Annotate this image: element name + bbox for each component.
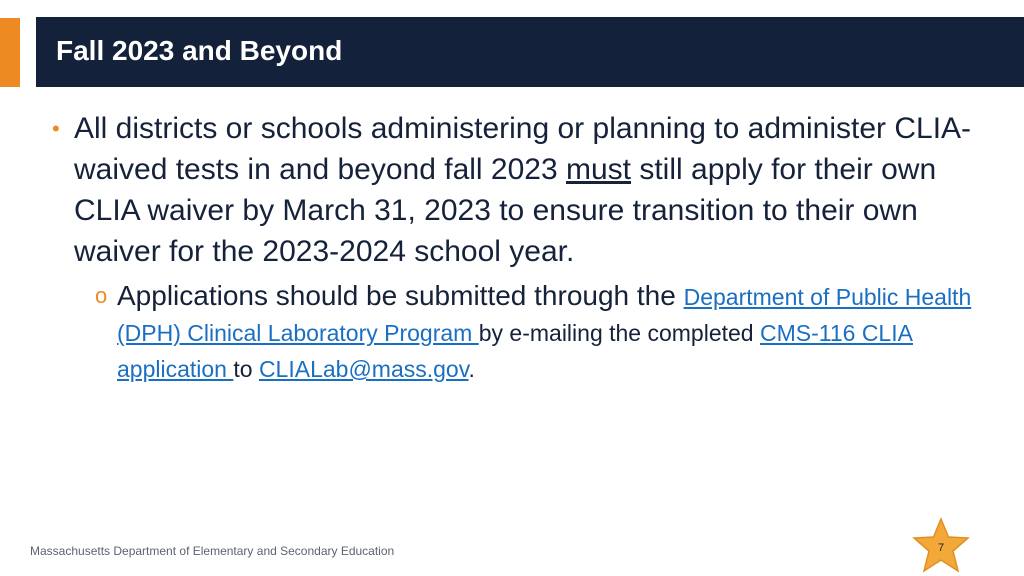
sub-bullet-lead: Applications should be submitted through the: [117, 280, 684, 311]
sub-bullet-middle-1: by e-mailing the completed: [478, 320, 760, 346]
sub-bullet-end: .: [468, 356, 475, 382]
sub-bullet-item: [95, 278, 972, 387]
bullet-text-end: still apply for their own CLIA waiver by March 31, 2023 to ensure transition to their own waiver for the 2023-2024 school year.: [74, 153, 937, 268]
sub-bullet-text: [117, 278, 972, 387]
page-number: 7: [937, 542, 945, 554]
dph-clinical-lab-link[interactable]: Department of Public Health (DPH) Clinical Laboratory Program: [117, 284, 972, 346]
bullet-text-start: All districts or schools administering or planning to administer CLIA-waived tests in and beyond fall 2023: [74, 112, 972, 186]
sub-bullet-middle-2: to: [233, 356, 259, 382]
cms-116-application-link[interactable]: CMS-116 CLIA application: [117, 320, 913, 382]
bullet-item: [52, 108, 972, 272]
slide-content: [52, 108, 972, 387]
bullet-dot-icon: •: [52, 116, 60, 141]
bullet-text: [74, 108, 972, 272]
slide-title: Fall 2023 and Beyond: [56, 35, 343, 66]
sub-bullet-marker: o: [95, 283, 108, 308]
title-bar: [36, 17, 1024, 87]
clialab-email-link[interactable]: CLIALab@mass.gov: [258, 356, 469, 382]
bullet-emphasis: must: [566, 153, 632, 186]
footer-organization: Massachusetts Department of Elementary and Secondary Education: [30, 544, 395, 558]
title-accent-bar: [0, 18, 20, 87]
